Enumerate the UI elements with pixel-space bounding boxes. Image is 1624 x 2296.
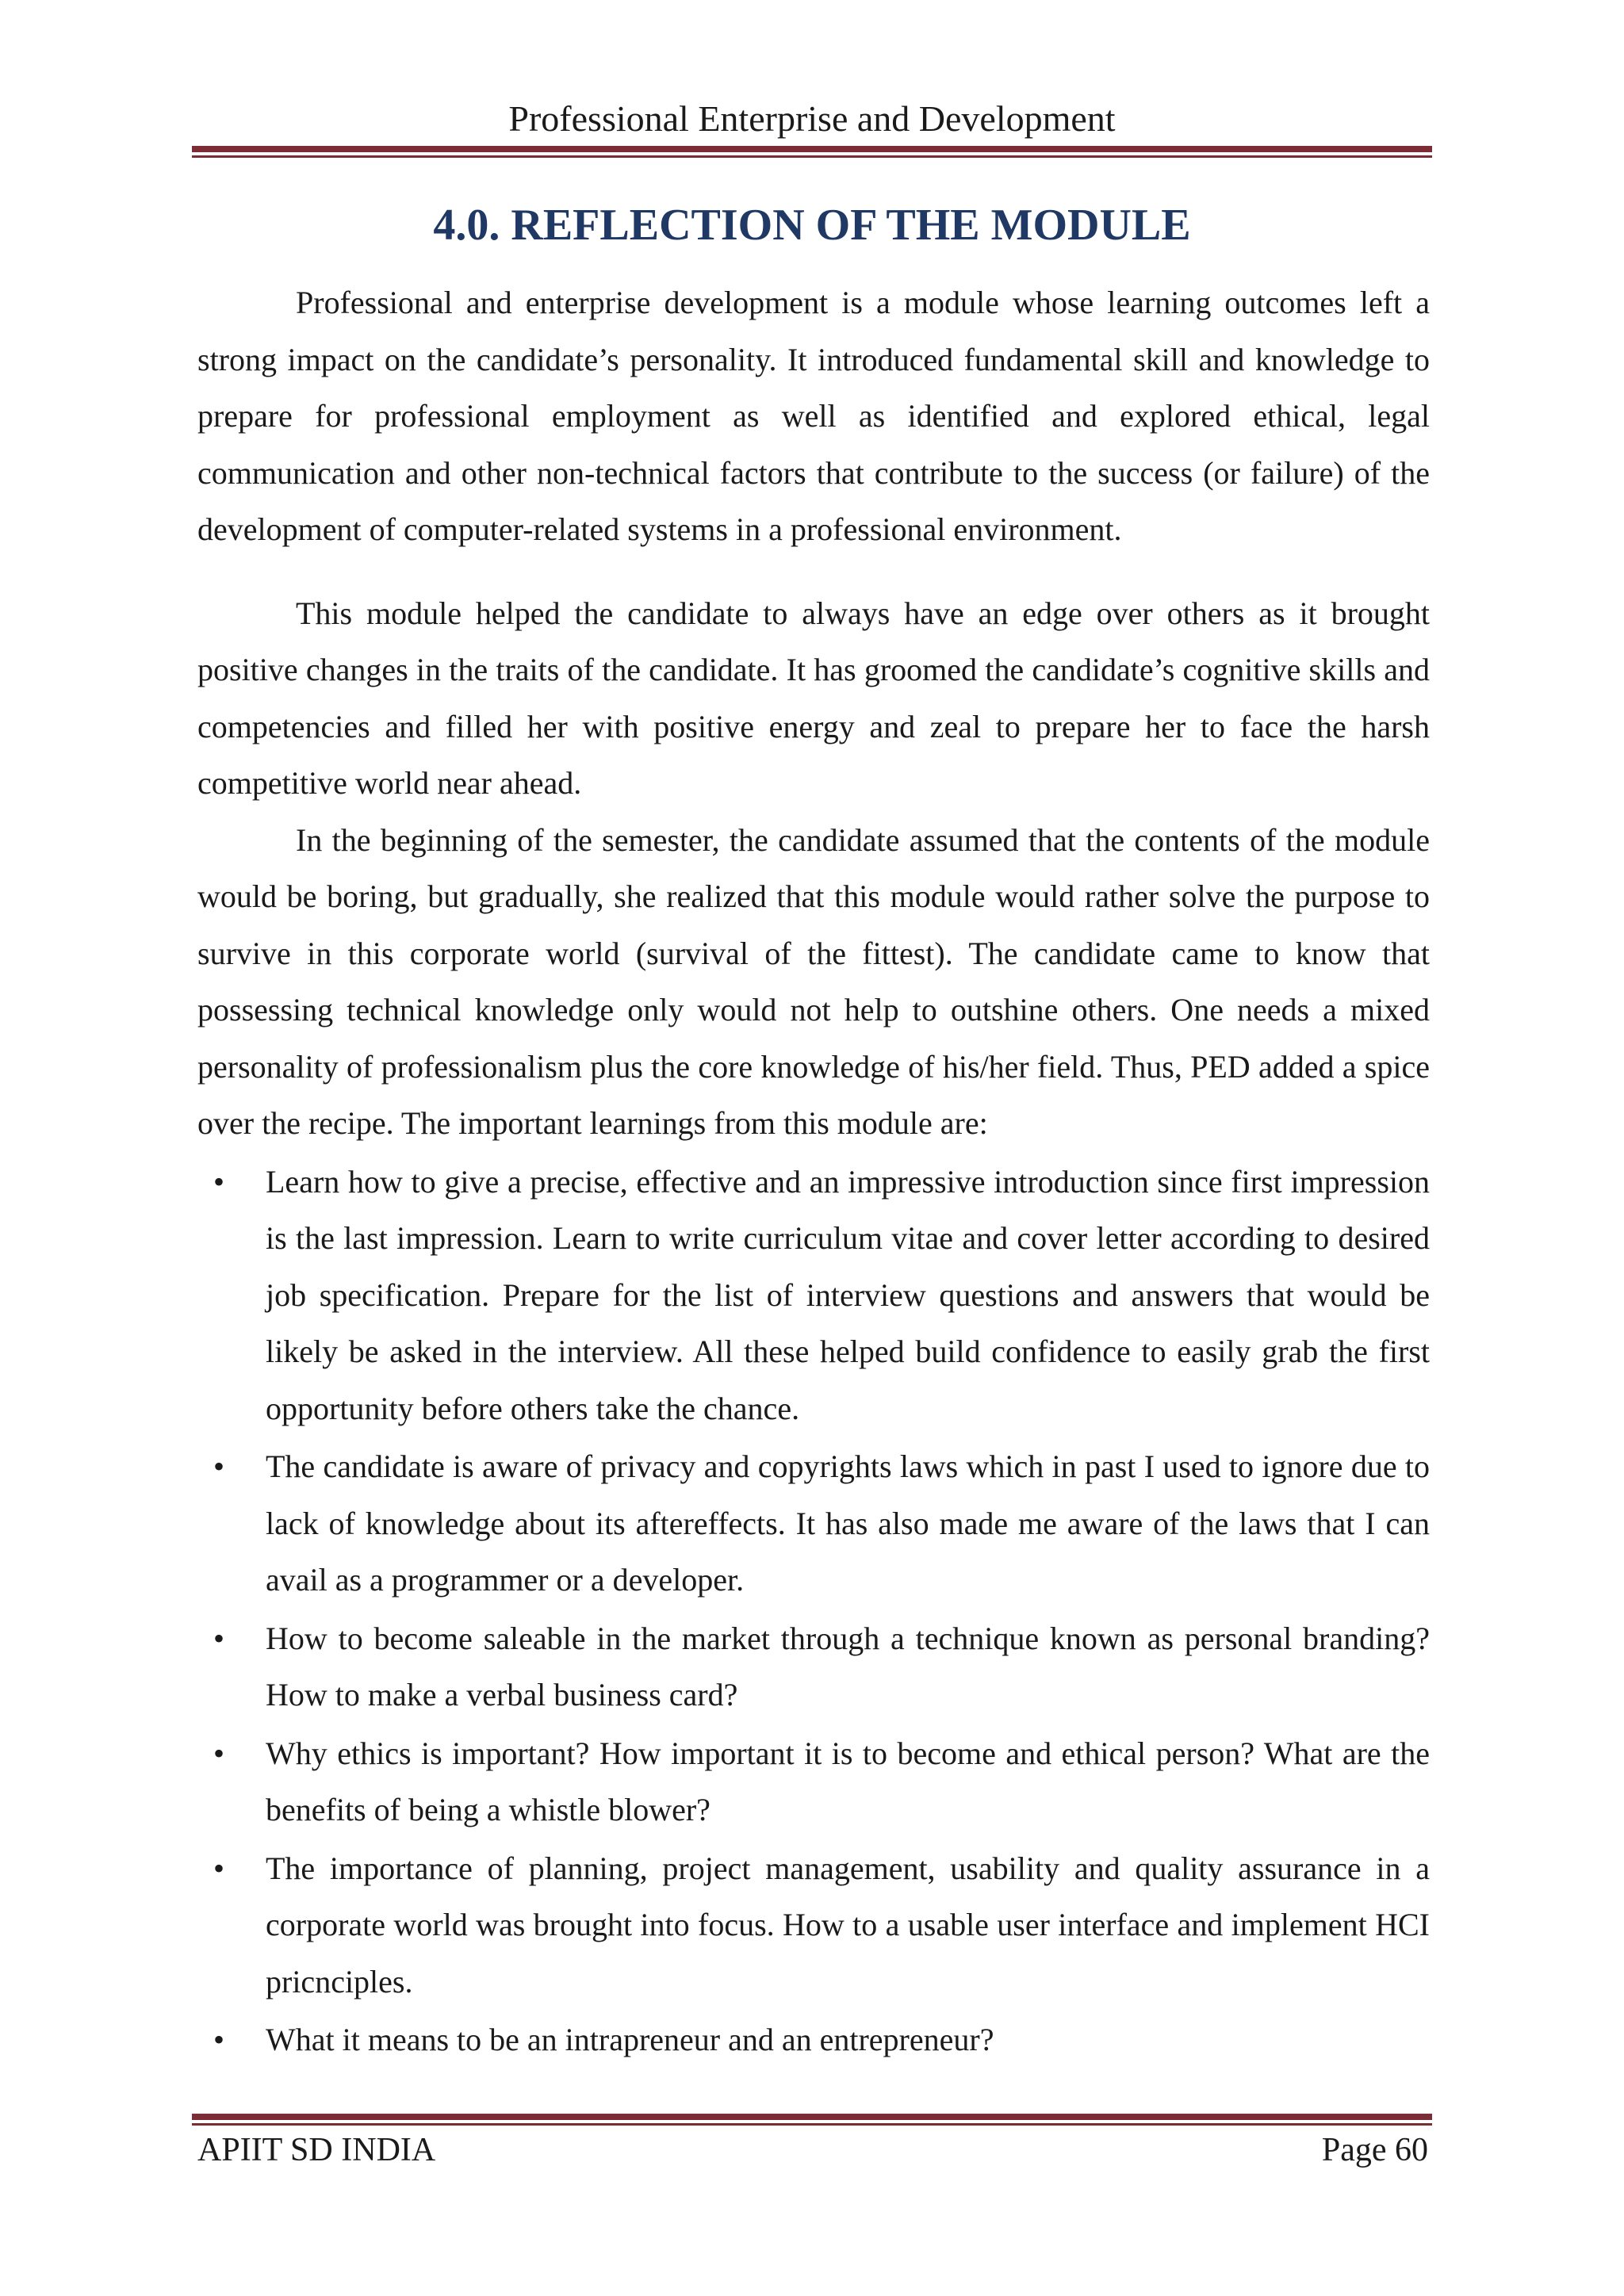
list-item	[197, 1438, 1430, 1609]
list-item	[197, 1725, 1430, 1839]
bullet-icon: •	[213, 1620, 225, 1656]
footer-rule-thin	[192, 2123, 1432, 2126]
list-item-text: The importance of planning, project management, usability and quality assurance in a corporate world was brought into focus. How to a usable user interface and implement HCI pricnciples.	[266, 1850, 1430, 1999]
header-rule-thick	[192, 146, 1432, 152]
page-number: Page 60	[1321, 2132, 1428, 2168]
list-item	[197, 1610, 1430, 1724]
paragraph-3: In the beginning of the semester, the candidate assumed that the contents of the module would be boring, but gradually, she realized that this module would rather solve the purpose to survive in this corporate world (survival of the fittest). The candidate came to know that possessing technical knowledge only would not help to outshine others. One needs a mixed personality of professionalism plus the core knowledge of his/her field. Thus, PED added a spice over the recipe. The important learnings from this module are:	[197, 821, 1430, 1141]
list-item-text: The candidate is aware of privacy and copyrights laws which in past I used to ignore due to lack of knowledge about its aftereffects. It has also made me aware of the laws that I can avail as a programmer or a developer.	[266, 1448, 1430, 1598]
list-item	[197, 1154, 1430, 1437]
list-item-text: What it means to be an intrapreneur and an entrepreneur?	[266, 2022, 994, 2057]
header-rule-thin	[192, 155, 1432, 158]
bullet-icon: •	[213, 1163, 225, 1200]
bullet-icon: •	[213, 1448, 225, 1484]
list-item	[197, 2011, 1430, 2068]
list-item-text: How to become saleable in the market through a technique known as personal branding? How to make a verbal business card?	[266, 1620, 1430, 1712]
footer-organization: APIIT SD INDIA	[197, 2132, 436, 2168]
bullet-icon: •	[213, 1850, 225, 1886]
body-text	[197, 274, 1430, 2068]
running-header: Professional Enterprise and Development	[508, 98, 1116, 139]
bullet-icon: •	[213, 2022, 225, 2057]
bullet-icon: •	[213, 1735, 225, 1771]
paragraph-2: This module helped the candidate to always have an edge over others as it brought positive changes in the traits of the candidate. It has groomed the candidate’s cognitive skills and competencies and filled her with positive energy and zeal to prepare her to face the harsh competitive world near ahead.	[197, 595, 1430, 801]
footer-rule-thick	[192, 2114, 1432, 2120]
paragraph-1: Professional and enterprise development is a module whose learning outcomes left a strong impact on the candidate’s personality. It introduced fundamental skill and knowledge to prepare for professional employment as well as identified and explored ethical, legal communication and other non-technical factors that contribute to the success (or failure) of the development of computer-related systems in a professional environment.	[197, 285, 1430, 547]
list-item-text: Learn how to give a precise, effective and an impressive introduction since first impression is the last impression. Learn to write curriculum vitae and cover letter according to desired job specification. Prepare for the list of interview questions and answers that would be likely be asked in the interview. All these helped build confidence to easily grab the first opportunity before others take the chance.	[266, 1163, 1430, 1426]
learnings-list	[197, 1154, 1430, 2068]
section-heading: 4.0. REFLECTION OF THE MODULE	[433, 201, 1191, 250]
list-item	[197, 1840, 1430, 2011]
list-item-text: Why ethics is important? How important it is to become and ethical person? What are the benefits of being a whistle blower?	[266, 1735, 1430, 1827]
